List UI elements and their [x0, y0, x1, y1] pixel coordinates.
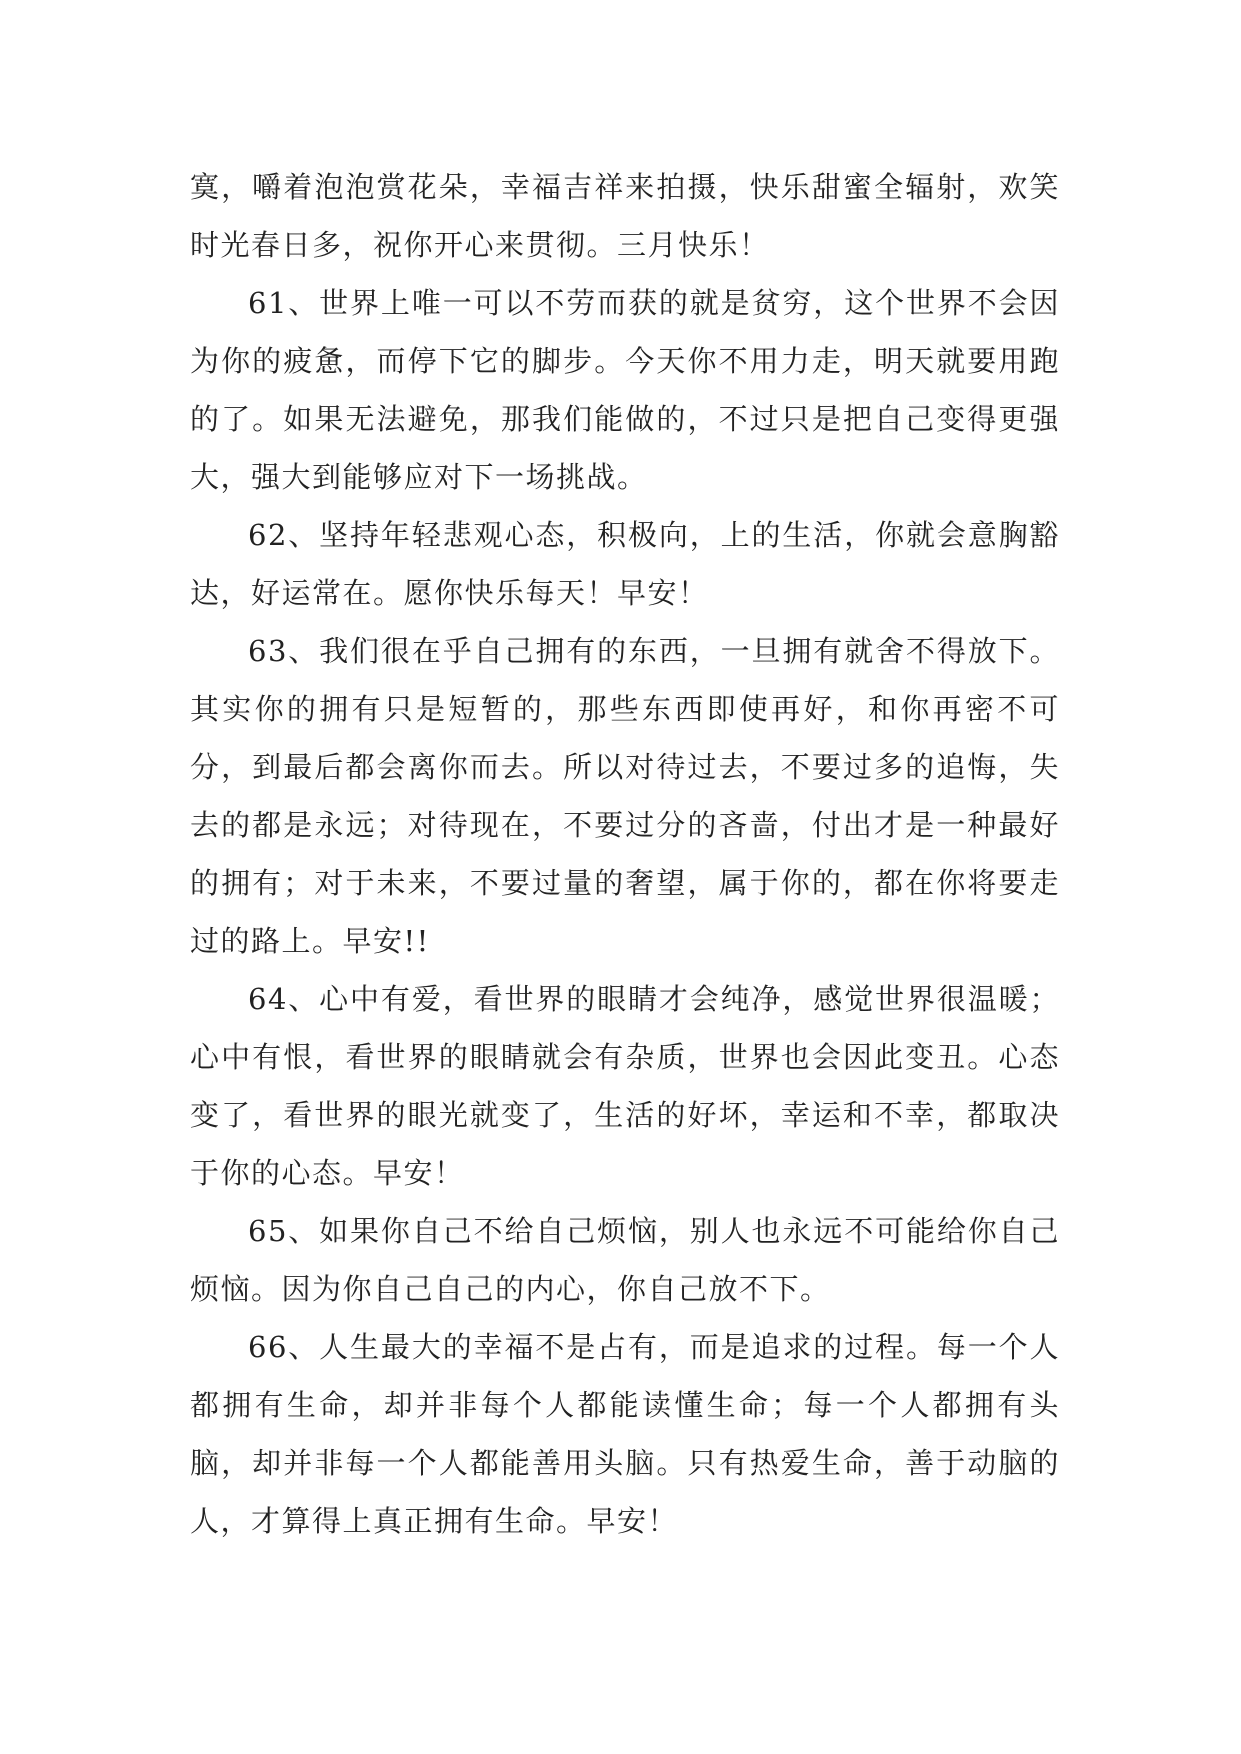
paragraph-65: 65、如果你自己不给自己烦恼，别人也永远不可能给你自己烦恼。因为你自己自己的内心，你自己放不下。	[190, 1214, 1060, 1306]
document-body	[190, 158, 1060, 1550]
paragraph-62: 62、坚持年轻悲观心态，积极向，上的生活，你就会意胸豁达，好运常在。愿你快乐每天！早安！	[190, 518, 1060, 610]
paragraph-66: 66、人生最大的幸福不是占有，而是追求的过程。每一个人都拥有生命，却并非每个人都能读懂生命；每一个人都拥有头脑，却并非每一个人都能善用头脑。只有热爱生命，善于动脑的人，才算得上真正拥有生命。早安！	[190, 1330, 1060, 1538]
paragraph-continuation: 寞，嚼着泡泡赏花朵，幸福吉祥来拍摄，快乐甜蜜全辐射，欢笑时光春日多，祝你开心来贯彻。三月快乐！	[190, 170, 1060, 262]
paragraph-63: 63、我们很在乎自己拥有的东西，一旦拥有就舍不得放下。其实你的拥有只是短暂的，那些东西即使再好，和你再密不可分，到最后都会离你而去。所以对待过去，不要过多的追悔，失去的都是永远；对待现在，不要过分的吝啬，付出才是一种最好的拥有；对于未来，不要过量的奢望，属于你的，都在你将要走过的路上。早安!!	[190, 634, 1060, 958]
paragraph-61: 61、世界上唯一可以不劳而获的就是贫穷，这个世界不会因为你的疲惫，而停下它的脚步。今天你不用力走，明天就要用跑的了。如果无法避免，那我们能做的，不过只是把自己变得更强大，强大到能够应对下一场挑战。	[190, 286, 1060, 494]
paragraph-64: 64、心中有爱，看世界的眼睛才会纯净，感觉世界很温暖；心中有恨，看世界的眼睛就会有杂质，世界也会因此变丑。心态变了，看世界的眼光就变了，生活的好坏，幸运和不幸，都取决于你的心态。早安！	[190, 982, 1060, 1190]
